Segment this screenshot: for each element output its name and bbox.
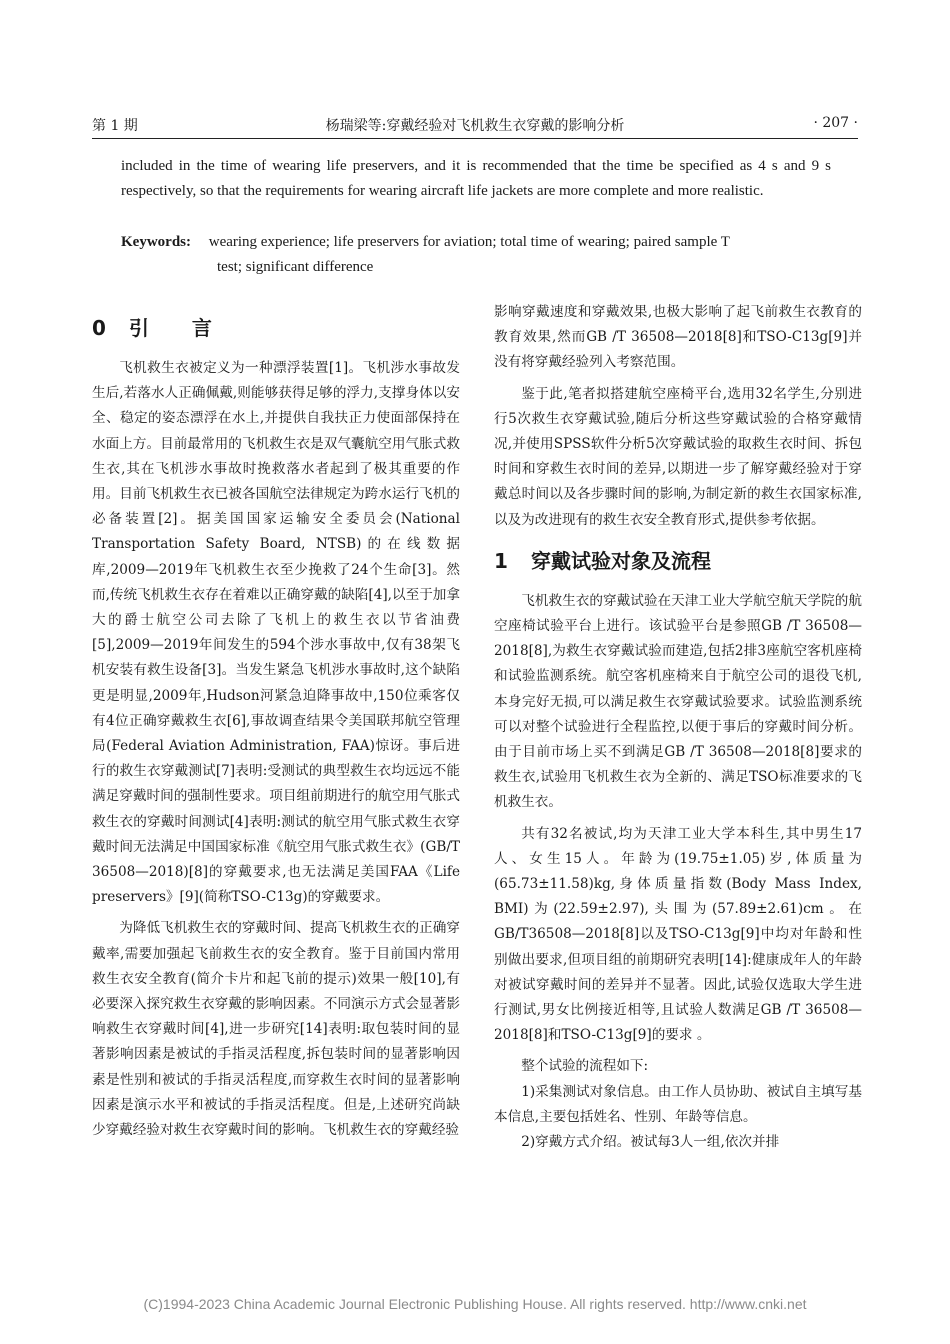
intro-continuation: 影响穿戴速度和穿戴效果,也极大影响了起飞前救生衣教育的教育效果,然而GB /T 36508—2018[8]和TSO-C13g[9]并没有将穿戴经验列入考察范围。 [494,304,862,371]
section-1-paragraph-2: 共有32名被试,均为天津工业大学本科生,其中男生17人、女生15人。年龄为(19.75±1.05)岁,体质量为(65.73±11.58)kg,身体质量指数(Body Mass Index, BMI)为(22.59±2.97),头围为(57.89±2.61)cm。在GB/T36508—2018[8]以及TSO-C13g[9]中均对年龄和性别做出要求,但项目组的前期研究表明[14]:健康成年人的年龄对被试穿戴时间的差异并不显著。因此,试验仅选取大学生进行测试,男女比例接近相等,且试验人数满足GB /T 36508—2018[8]和TSO-C13g[9]的要求 。 [494,825,862,1044]
running-title: 杨瑞梁等:穿戴经验对飞机救生衣穿戴的影响分析 [325,118,625,134]
abstract-continuation: included in the time of wearing life preservers, and it is recommended that the time be specified as 4 s and 9 s respectively, so that the requirements for wearing aircraft life jackets are more complete and more realistic. [121,158,831,199]
section-1-step-1: 1)采集测试对象信息。由工作人员协助、被试自主填写基本信息,主要包括姓名、性别、年龄等信息。 [494,1083,862,1125]
keywords-line-2: test; significant difference [217,259,374,275]
intro-paragraph-1: 飞机救生衣被定义为一种漂浮装置[1]。飞机涉水事故发生后,若落水人正确佩戴,则能够获得足够的浮力,支撑身体以安全、稳定的姿态漂浮在水上,并提供自我扶正力使面部保持在水面上方。目前最常用的飞机救生衣是双气囊航空用气胀式救生衣,其在飞机涉水事故时挽救落水者起到了极其重要的作用。目前飞机救生衣已被各国航空法律规定为跨水运行飞机的必备装置[2]。据美国国家运输安全委员会(National Transportation Safety Board, NTSB)的在线数据库,2009—2019年飞机救生衣至少挽救了24个生命[3]。然而,传统飞机救生衣存在着难以正确穿戴的缺陷[4],以至于加拿大的爵士航空公司去除了飞机上的救生衣以节省油费[5],2009—2019年间发生的594个涉水事故中,仅有38架飞机安装有救生设备[3]。当发生紧急飞机涉水事故时,这个缺陷更是明显,2009年,Hudson河紧急迫降事故中,150位乘客仅有4位正确穿戴救生衣[6],事故调查结果令美国联邦航空管理局(Federal Aviation Administration, FAA)惊讶。事后进行的救生衣穿戴测试[7]表明:受测试的典型救生衣均远远不能满足穿戴时间的强制性要求。项目组前期进行的航空用气胀式救生衣的穿戴时间测试[4]表明:测试的航空用气胀式救生衣穿戴时间无法满足中国国家标准《航空用气胀式救生衣》(GB/T 36508—2018)[8]的穿戴要求,也无法满足美国FAA《Life preservers》[9](简称TSO-C13g)的穿戴要求。 [92,360,460,906]
intro-paragraph-3: 鉴于此,笔者拟搭建航空座椅平台,选用32名学生,分别进行5次救生衣穿戴试验,随后分析这些穿戴试验的合格穿戴情况,并使用SPSS软件分析5次穿戴试验的取救生衣时间、拆包时间和穿救生衣时间的差异,以期进一步了解穿戴经验对于穿戴总时间以及各步骤时间的影响,为制定新的救生衣国家标准,以及为改进现有的救生衣安全教育形式,提供参考依据。 [494,385,862,528]
left-column [92,300,460,1143]
section-1-step-2: 2)穿戴方式介绍。被试每3人一组,依次并排 [521,1134,780,1151]
keywords-line-1: wearing experience; life preservers for aviation; total time of wearing; paired sample T [208,234,730,250]
section-0-title: 引 言 [128,316,230,340]
section-0-number: 0 [92,316,106,340]
copyright-footer: (C)1994-2023 China Academic Journal Electronic Publishing House. All rights reserved. http://www.cnki.net [143,1296,807,1312]
keywords-label: Keywords: [121,234,191,250]
section-1-title: 穿戴试验对象及流程 [530,548,711,573]
section-1-paragraph-1: 飞机救生衣的穿戴试验在天津工业大学航空航天学院的航空座椅试验平台上进行。该试验平台是参照GB /T 36508—2018[8],为救生衣穿戴试验而建造,包括2排3座航空客机座椅和试验监测系统。航空客机座椅来自于航空公司的退役飞机,本身完好无损,可以满足救生衣穿戴试验要求。试验监测系统可以对整个试验进行全程监控,以便于事后的穿戴时间分析。由于目前市场上买不到满足GB /T 36508—2018[8]要求的救生衣,试验用飞机救生衣为全新的、满足TSO标准要求的飞机救生衣。 [494,592,862,811]
section-1-heading [494,533,862,589]
section-0-heading [92,300,460,356]
keywords-block [121,230,831,280]
header-divider [92,138,858,139]
right-column [494,300,862,1155]
intro-paragraph-2: 为降低飞机救生衣的穿戴时间、提高飞机救生衣的正确穿戴率,需要加强起飞前救生衣的安全教育。鉴于目前国内常用救生衣安全教育(简介卡片和起飞前的提示)效果一般[10],有必要深入探究救生衣穿戴的影响因素。不同演示方式会显著影响救生衣穿戴时间[4],进一步研究[14]表明:取包装时间的显著影响因素是被试的手指灵活程度,拆包装时间的显著影响因素是性别和被试的手指灵活程度,而穿救生衣时间的显著影响因素是演示水平和被试的手指灵活程度。但是,上述研究尚缺少穿戴经验对救生衣穿戴时间的影响。飞机救生衣的穿戴经验 [92,920,460,1139]
running-header [92,113,858,141]
page-number: · 207 · [813,115,858,131]
issue-number: 第 1 期 [92,118,138,134]
section-1-paragraph-3: 整个试验的流程如下: [521,1058,649,1075]
section-1-number: 1 [494,548,508,573]
